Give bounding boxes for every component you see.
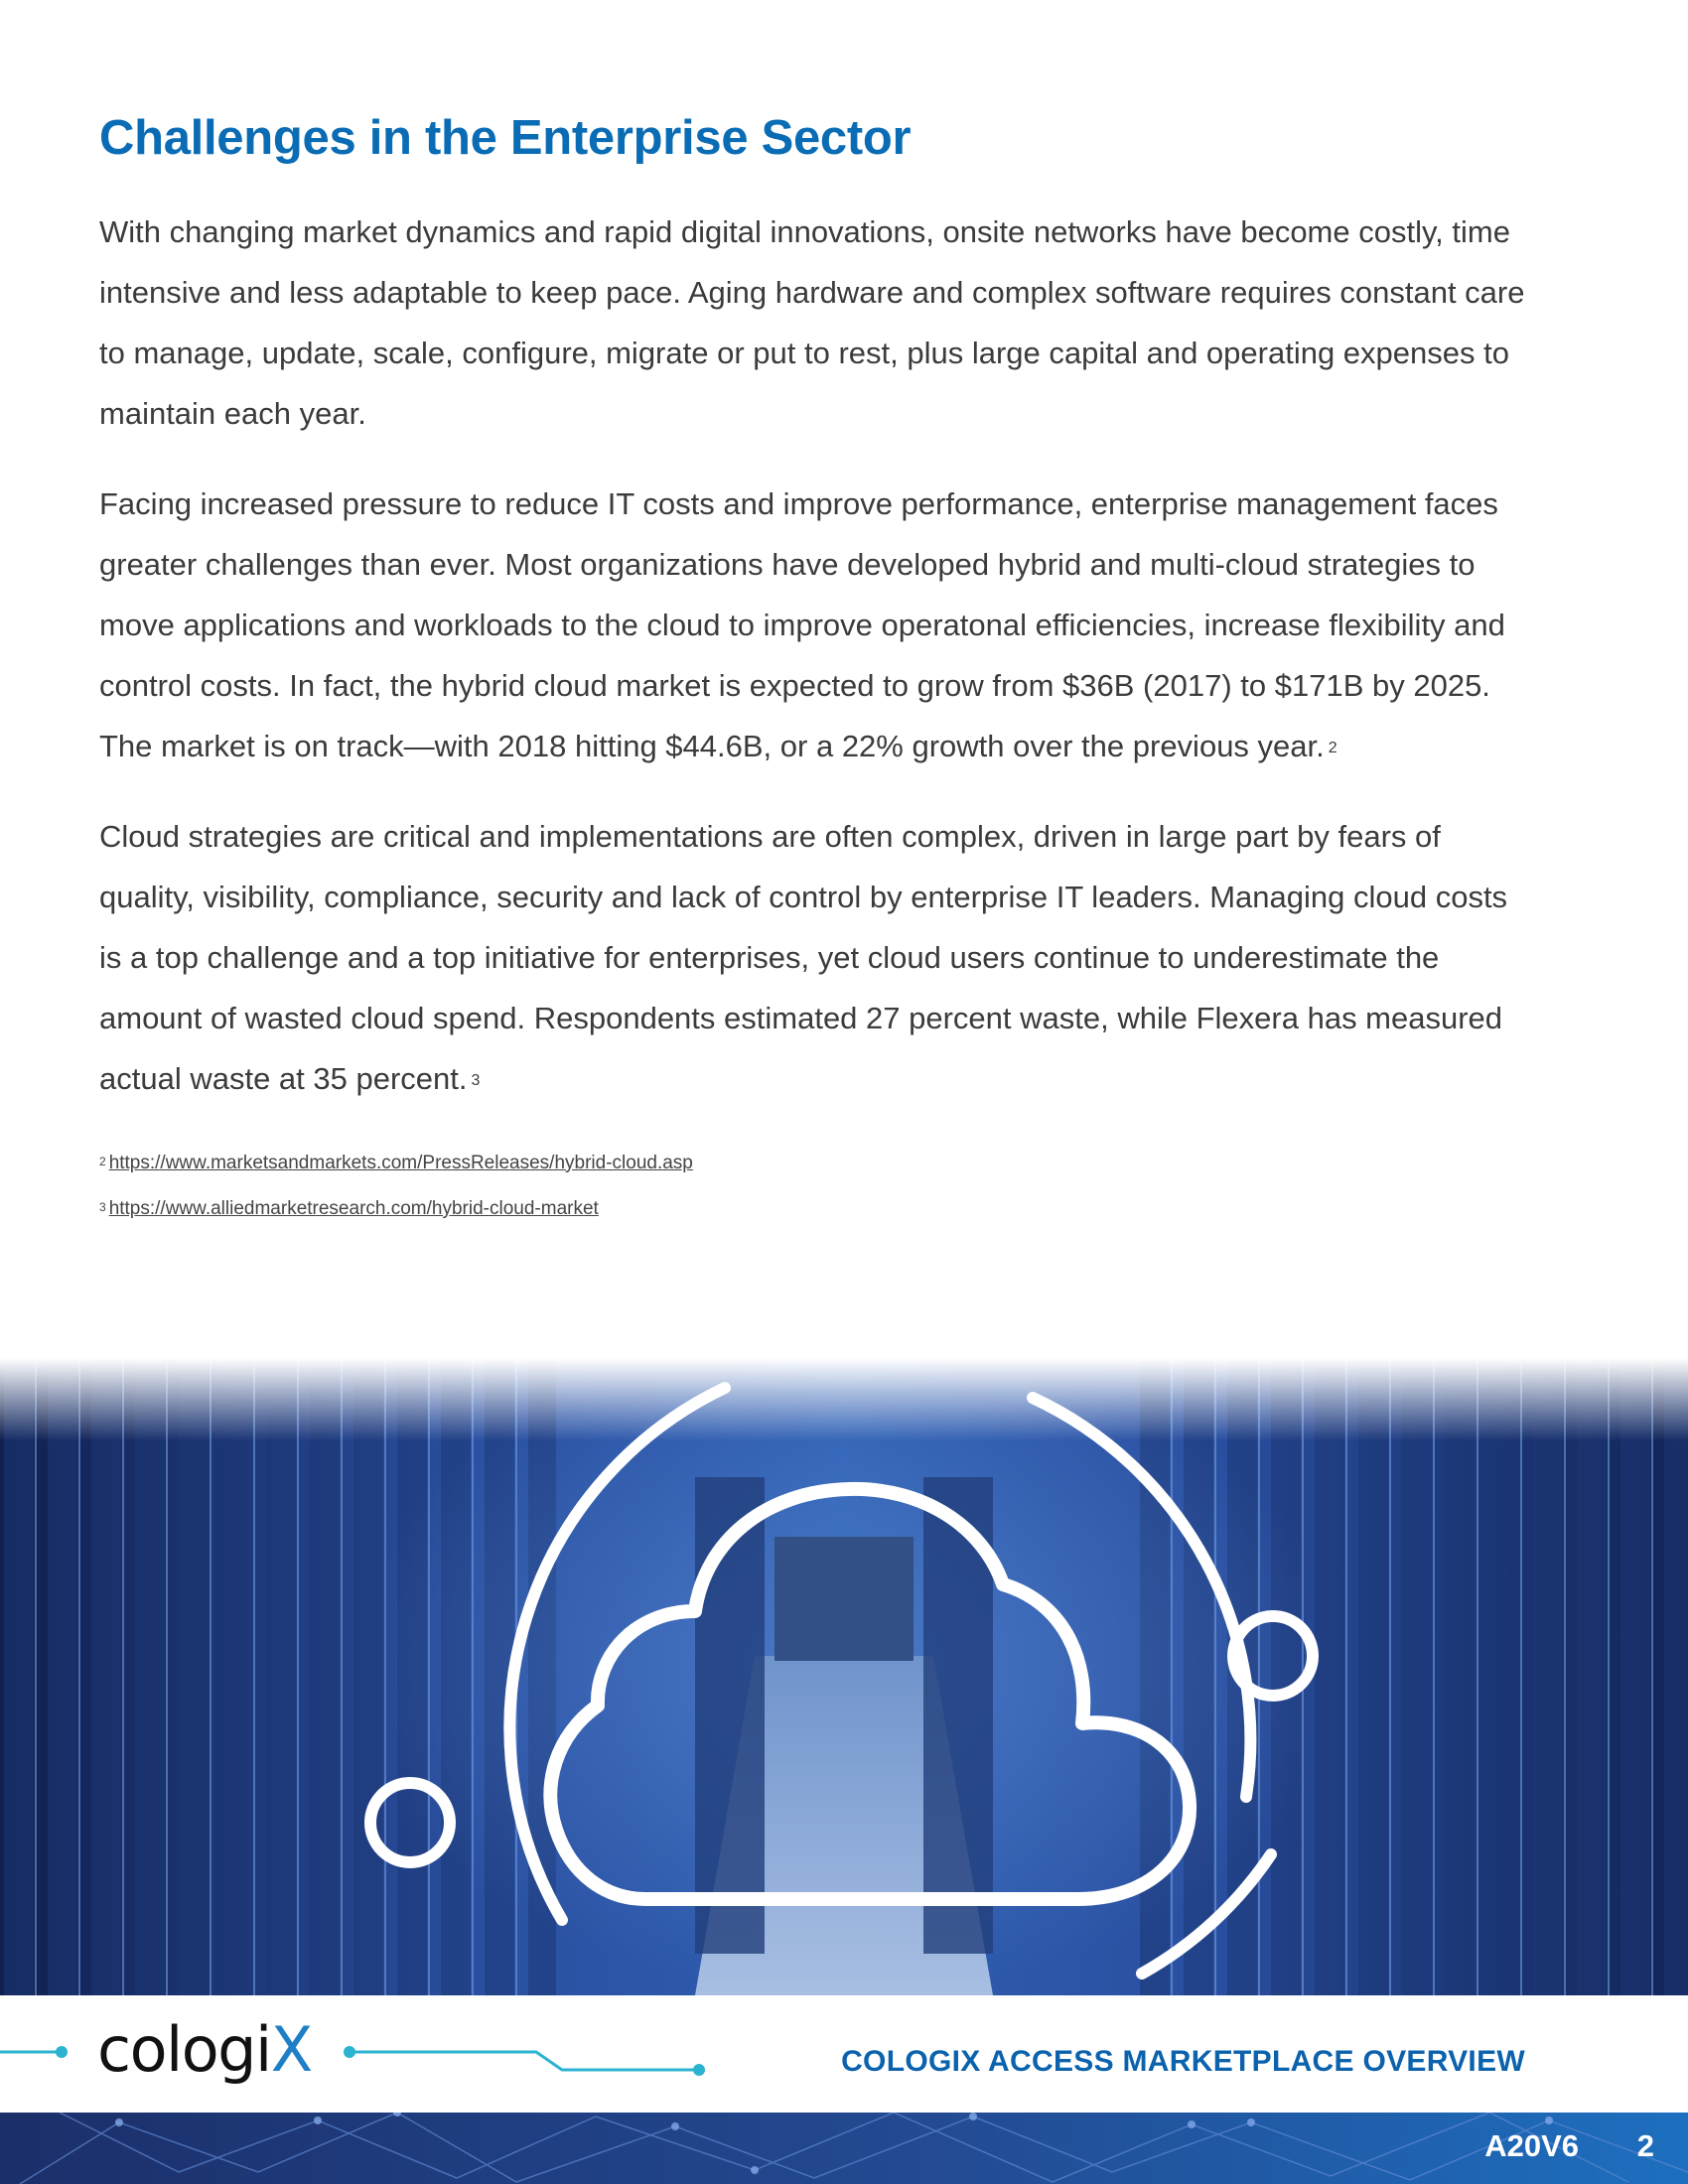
footer-bottom-bar (0, 2113, 1688, 2184)
document-code: A20V6 (1484, 2128, 1579, 2163)
paragraph-1 (99, 202, 1529, 444)
logo-x: X (270, 2013, 312, 2086)
footnote-number: 2 (99, 1154, 106, 1168)
network-pattern-icon (0, 2113, 1688, 2184)
cloud-data-center-illustration (0, 1358, 1688, 1995)
page-title: Challenges in the Enterprise Sector (99, 111, 912, 165)
paragraph-2 (99, 474, 1529, 776)
paragraph-text: Facing increased pressure to reduce IT costs and improve performance, enterprise management faces greater challenges than ever. Most organizations have developed hybrid and multi-cloud strategies to move applications and workloads to the cloud to improve operatonal efficiencies, increase flexibility and control costs. In fact, the hybrid cloud market is expected to grow from $36B (2017) to $171B by 2025. The market is on track—with 2018 hitting $44.6B, or a 22% growth over the previous year. (99, 485, 1505, 763)
footnotes (99, 1141, 1529, 1232)
footnote-ref[interactable]: 3 (471, 1071, 481, 1089)
footnote-ref[interactable]: 2 (1328, 739, 1337, 756)
footnote-item (99, 1186, 1529, 1232)
footnote-link[interactable]: https://www.alliedmarketresearch.com/hybrid-cloud-market (108, 1197, 599, 1219)
logo-text: cologi (97, 2013, 271, 2086)
footer-brand-bar (0, 1995, 1688, 2113)
hero-image (0, 1358, 1688, 1995)
paragraph-text: With changing market dynamics and rapid digital innovations, onsite networks have become costly, time intensive and less adaptable to keep pace. Aging hardware and complex software requires constant care to manage, update, scale, configure, migrate or put to rest, plus large capital and operating expenses to maintain each year. (99, 213, 1525, 431)
paragraph-text: Cloud strategies are critical and implementations are often complex, driven in large part by fears of quality, visibility, compliance, security and lack of control by enterprise IT leaders. Managing cloud costs is a top challenge and a top initiative for enterprises, yet cloud users continue to underestimate the amount of wasted cloud spend. Respondents estimated 27 percent waste, while Flexera has measured actual waste at 35 percent. (99, 818, 1508, 1096)
main-content (99, 109, 1529, 1232)
document-title: COLOGIX ACCESS MARKETPLACE OVERVIEW (841, 2045, 1525, 2078)
footnote-number: 3 (99, 1199, 106, 1214)
cologix-logo (97, 2013, 312, 2086)
footnote-link[interactable]: https://www.marketsandmarkets.com/PressReleases/hybrid-cloud.asp (108, 1152, 693, 1173)
paragraph-3 (99, 806, 1529, 1109)
page-number: 2 (1636, 2128, 1654, 2163)
footnote-item (99, 1141, 1529, 1186)
